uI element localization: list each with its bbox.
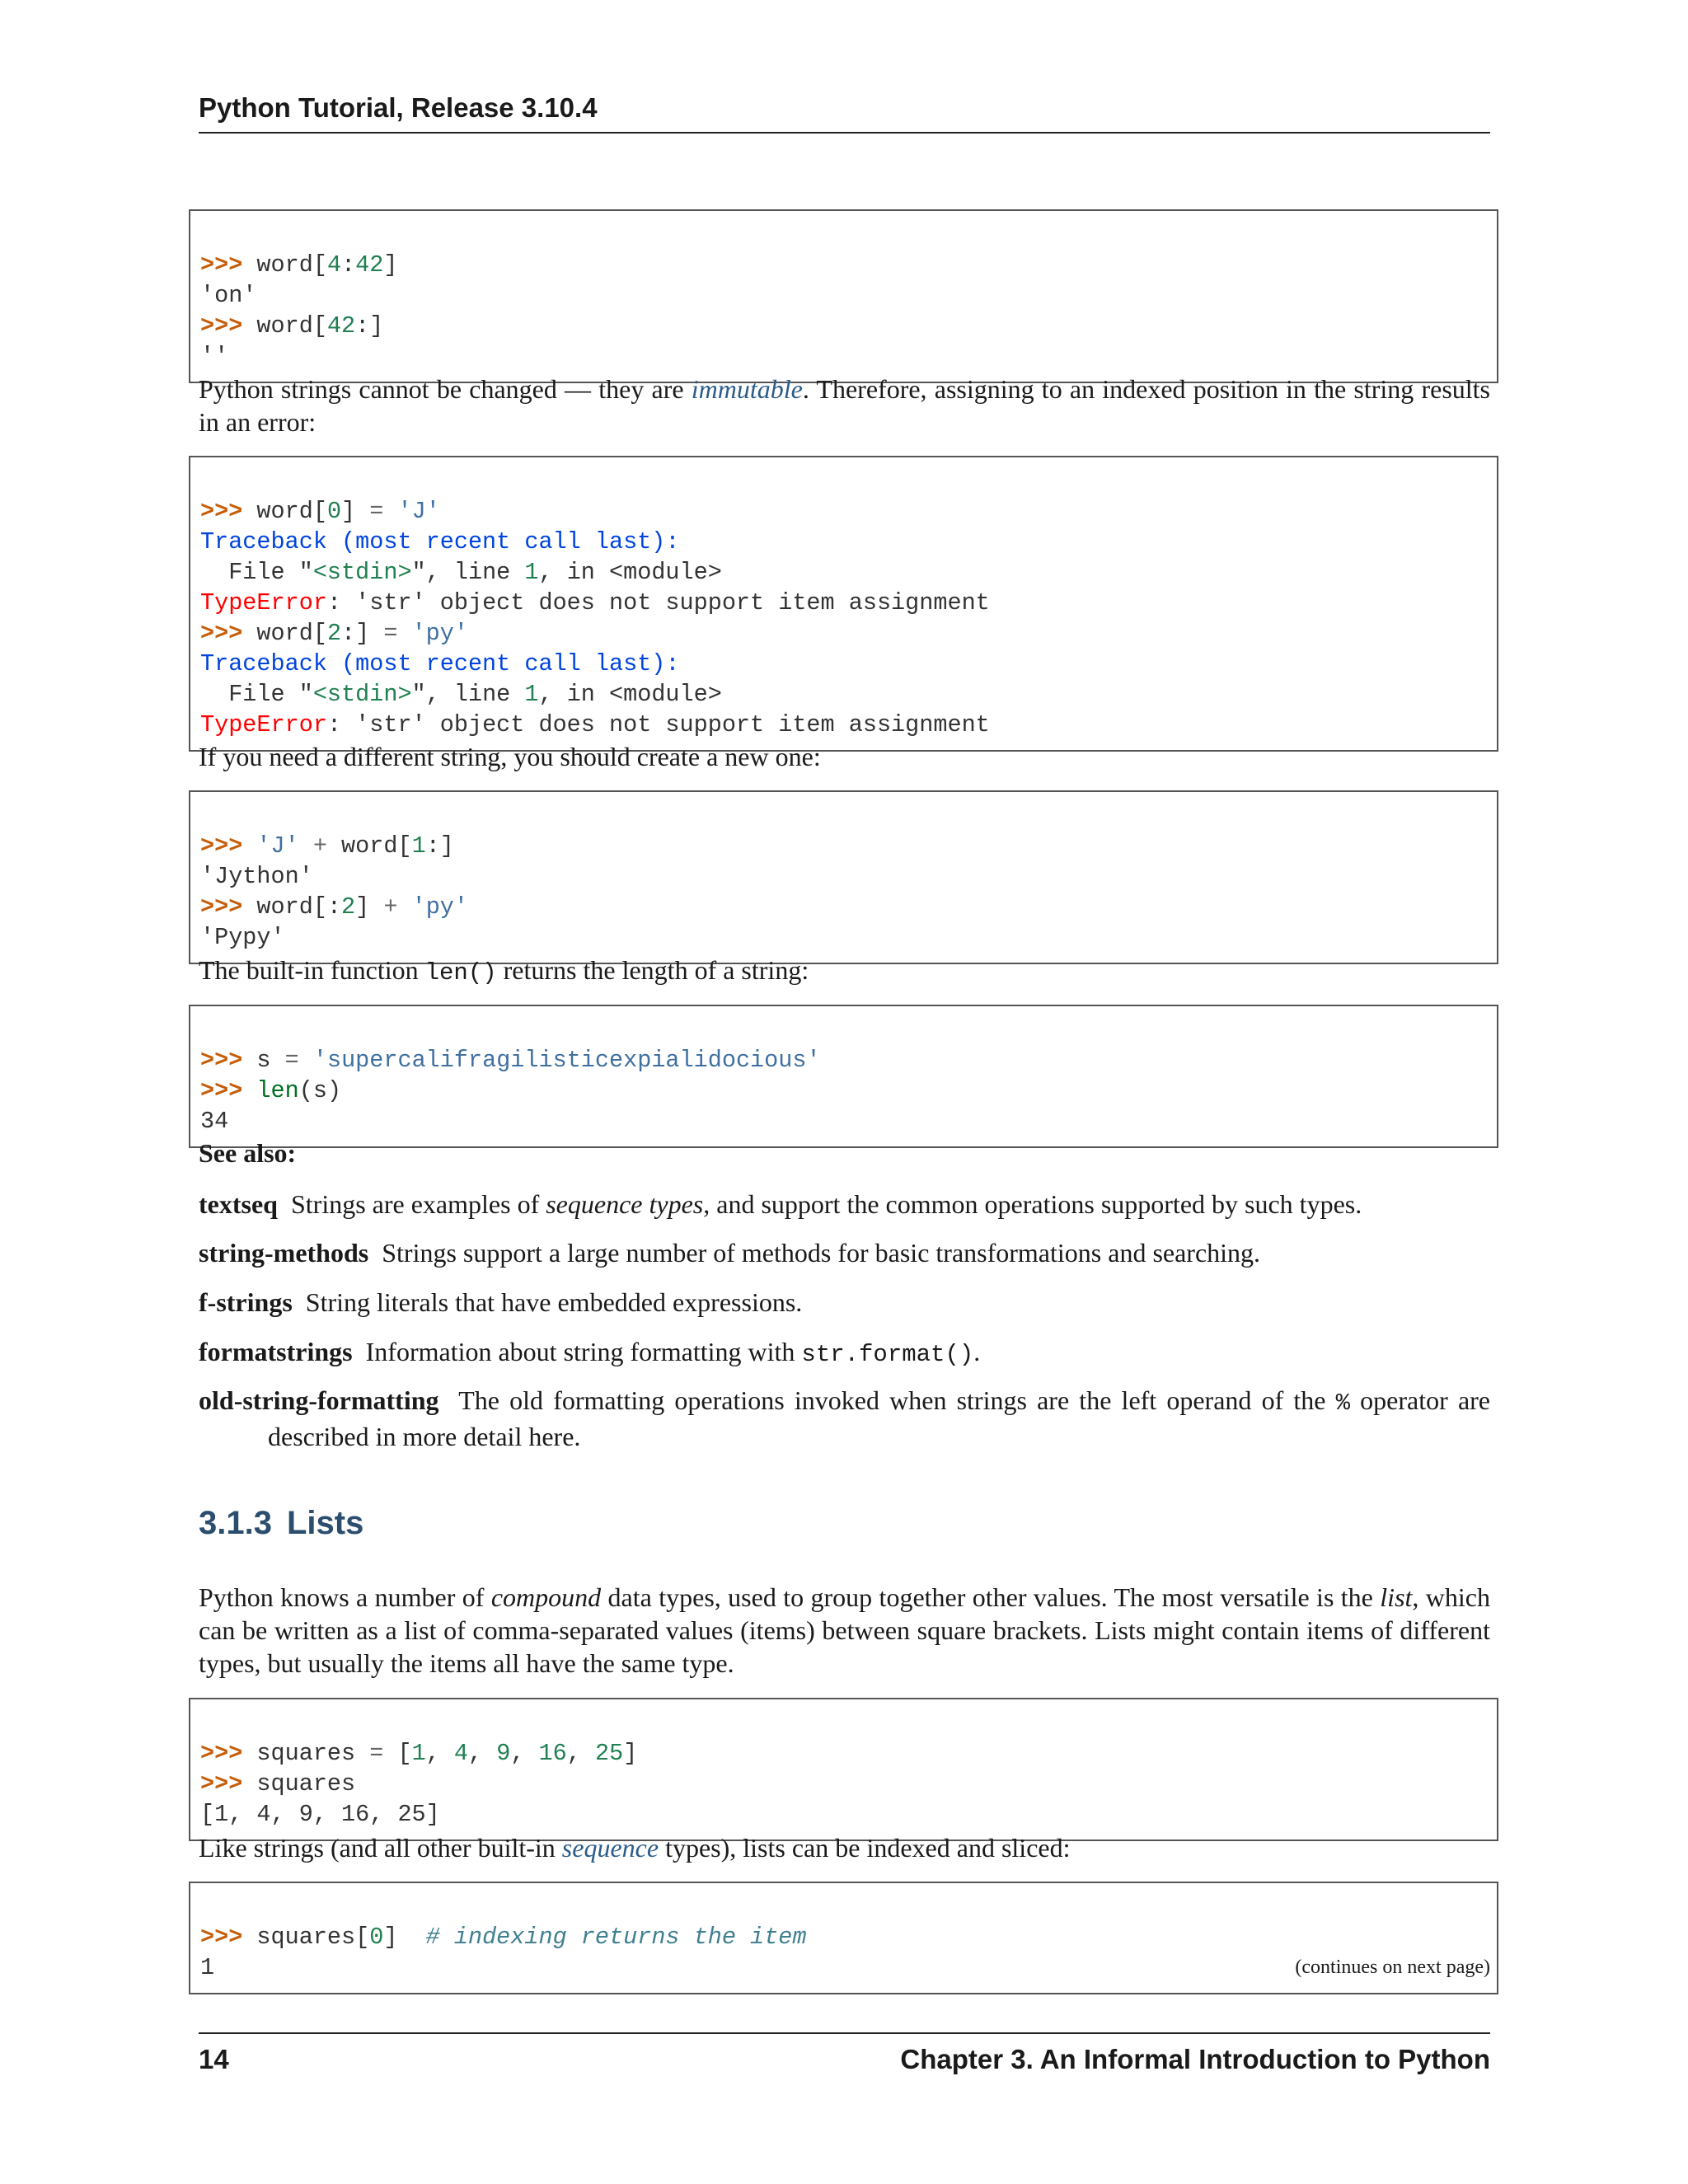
code-output: 'Pypy' — [200, 924, 285, 951]
code-line: >>> squares = [1, 4, 9, 16, 25] — [200, 1740, 638, 1767]
code-output: 34 — [200, 1108, 229, 1135]
see-also-item-string-methods: string-methods Strings support a large number of methods for basic transformations and searching. — [199, 1238, 1261, 1268]
page-footer — [199, 2032, 1490, 2075]
code-line: >>> word[4:42] — [200, 251, 398, 279]
continues-note: (continues on next page) — [1295, 1957, 1490, 1978]
paragraph-new-string: If you need a different string, you should create a new one: — [199, 742, 821, 771]
code-output: 1 — [200, 1954, 215, 1981]
paragraph-lists-intro: Python knows a number of compound data types, used to group together other values. The most versatile is the list, which can be written as a list of comma-separated values (items) between square brackets. Lists might contain items of different types, but usually the items all have the same type. — [199, 1582, 1491, 1678]
code-block-len[interactable] — [189, 1005, 1498, 1148]
see-also-term[interactable]: string-methods — [199, 1238, 369, 1268]
code-comment: # indexing returns the item — [425, 1924, 807, 1951]
page-number: 14 — [199, 2044, 229, 2074]
traceback-line: Traceback (most recent call last): — [200, 528, 680, 555]
paragraph-indexed-sliced: Like strings (and all other built-in sequence types), lists can be indexed and sliced: — [199, 1833, 1071, 1863]
code-line: >>> word[:2] + 'py' — [200, 893, 469, 921]
inline-code: str.format() — [801, 1341, 974, 1368]
code-line: >>> s = 'supercalifragilisticexpialidocious' — [200, 1047, 821, 1074]
code-block-squares[interactable] — [189, 1698, 1498, 1841]
code-output: 'on' — [200, 282, 257, 309]
inline-code: % — [1335, 1390, 1351, 1417]
see-also-item-formatstrings: formatstrings Information about string formatting with str.format(). — [199, 1337, 981, 1368]
running-header — [199, 92, 1490, 134]
immutable-link[interactable]: immutable — [691, 374, 803, 404]
traceback-line: Traceback (most recent call last): — [200, 650, 680, 677]
header-title: Python Tutorial, Release 3.10.4 — [199, 92, 598, 123]
code-line: >>> 'J' + word[1:] — [200, 832, 454, 860]
paragraph-immutable: Python strings cannot be changed — they are immutable. Therefore, assigning to an indexed position in the string results in an error: — [199, 374, 1490, 437]
code-line: >>> len(s) — [200, 1077, 342, 1104]
see-also-term[interactable]: formatstrings — [199, 1337, 353, 1366]
code-line: >>> squares — [200, 1770, 356, 1797]
see-also-item-f-strings: f-strings String literals that have embedded expressions. — [199, 1287, 803, 1317]
code-output: [1, 4, 9, 16, 25] — [200, 1801, 440, 1828]
chapter-title: Chapter 3. An Informal Introduction to Python — [900, 2044, 1490, 2074]
see-also-item-textseq: textseq Strings are examples of sequence types, and support the common operations supported by such types. — [199, 1189, 1362, 1219]
code-block-typeerror[interactable] — [189, 456, 1498, 752]
see-also-term[interactable]: old-string-formatting — [199, 1385, 439, 1415]
paragraph-len: The built-in function len() returns the length of a string: — [199, 955, 809, 987]
code-line: >>> word[0] = 'J' — [200, 498, 440, 525]
section-title: Lists — [286, 1505, 364, 1541]
see-also-term[interactable]: f-strings — [199, 1287, 293, 1317]
inline-code: len() — [424, 959, 497, 987]
code-output: 'Jython' — [200, 863, 313, 890]
error-line: TypeError: 'str' object does not support item assignment — [200, 711, 990, 738]
error-line: TypeError: 'str' object does not support item assignment — [200, 589, 990, 616]
code-output: '' — [200, 343, 229, 370]
code-line: >>> word[42:] — [200, 312, 384, 340]
section-heading-lists — [199, 1505, 363, 1542]
code-line: >>> squares[0] # indexing returns the item — [200, 1924, 807, 1951]
code-line: >>> word[2:] = 'py' — [200, 620, 468, 647]
sequence-link[interactable]: sequence — [561, 1833, 659, 1863]
see-also-term[interactable]: textseq — [199, 1189, 278, 1219]
see-also-item-old-string-formatting: old-string-formatting The old formatting operations invoked when strings are the left operand of the % operator are described in more detail here. — [199, 1385, 1491, 1451]
code-block-concatenate[interactable] — [189, 790, 1498, 964]
section-number: 3.1.3 — [199, 1505, 272, 1541]
traceback-file-line: File "<stdin>", line 1, in <module> — [200, 559, 722, 586]
traceback-file-line: File "<stdin>", line 1, in <module> — [200, 681, 722, 708]
see-also-title: See also: — [199, 1138, 297, 1168]
code-block-slicing[interactable] — [189, 209, 1498, 383]
